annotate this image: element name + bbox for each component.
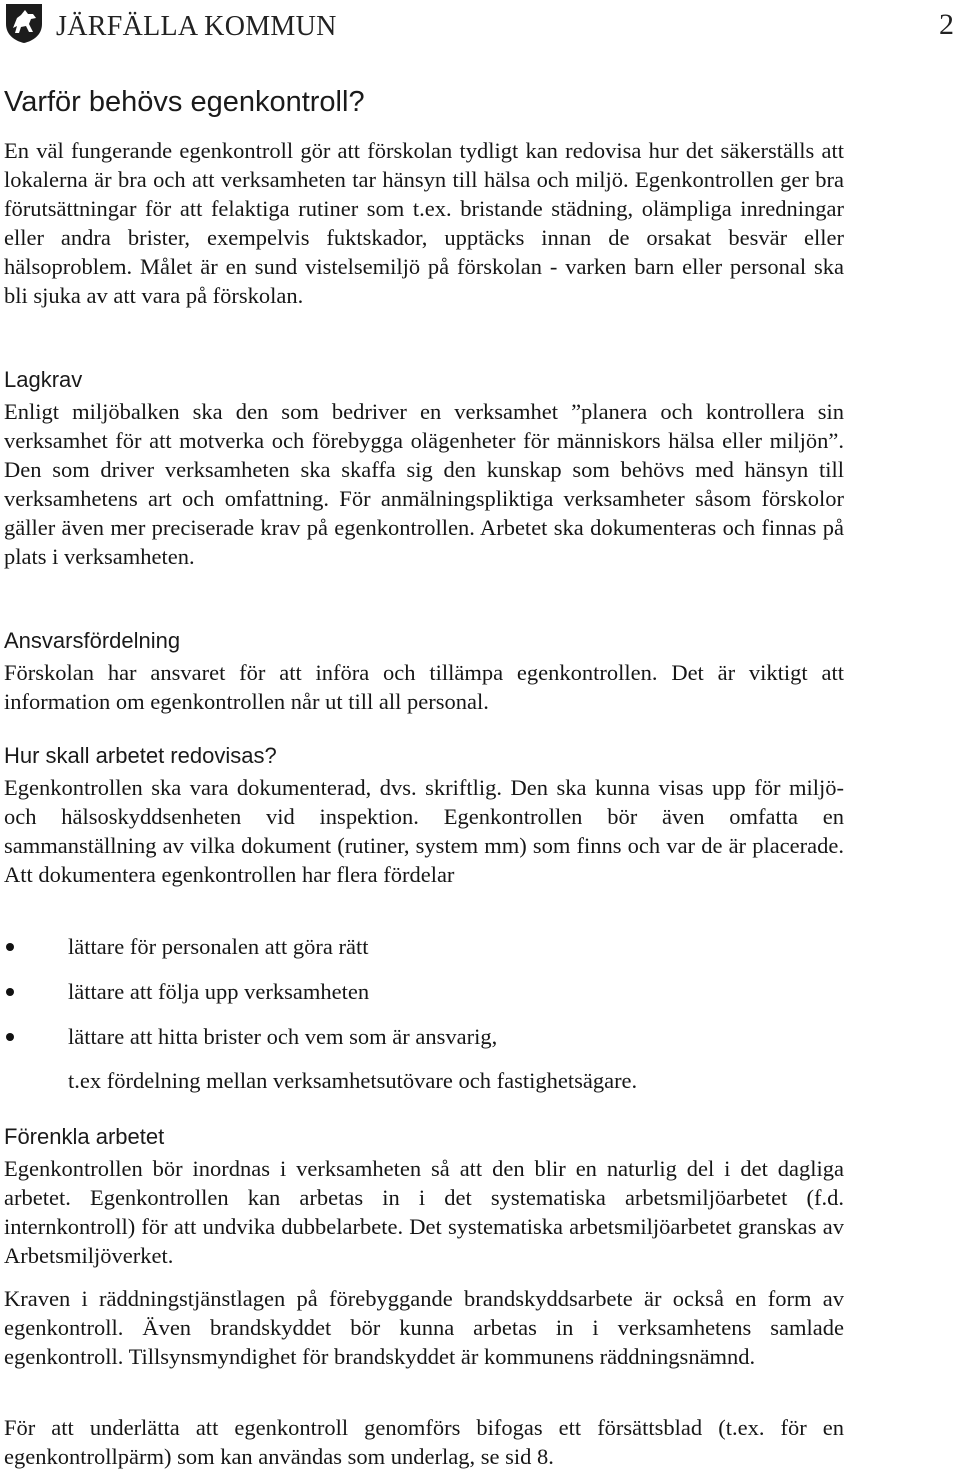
paragraph-how-to-report: Egenkontrollen ska vara dokumenterad, dvs. skriftlig. Den ska kunna visas upp för miljö- och hälsoskyddsenheten vid inspektion. Egenkontrollen bör även omfatta en sammanställning av vilka dokument (rutiner, system mm) som finns och var de är placerade. Att dokumentera egenkontrollen har flera fördelar	[4, 775, 844, 887]
bullet-icon	[6, 1033, 14, 1041]
list-item: lättare att hitta brister och vem som är ansvarig,	[4, 1022, 844, 1051]
page-header	[4, 2, 954, 46]
advantages-list	[4, 932, 844, 1067]
paragraph-responsibility: Förskolan har ansvaret för att införa och tillämpa egenkontrollen. Det är viktigt att information om egenkontrollen når ut till all personal.	[4, 660, 844, 714]
municipality-name: JÄRFÄLLA KOMMUN	[56, 11, 337, 42]
paragraph-simplify-3: För att underlätta att egenkontroll genomförs bifogas ett försättsblad (t.ex. för en egenkontrollpärm) som kan användas som underlag, se sid 8.	[4, 1415, 844, 1469]
paragraph-why: En väl fungerande egenkontroll gör att förskolan tydligt kan redovisa hur det säkerställs att lokalerna är bra och att verksamheten tar hänsyn till hälsa och miljö. Egenkontrollen ger bra förutsättningar för att felaktiga rutiner som t.ex. bristande städning, olämpliga inredningar eller andra brister, exempelvis fuktskador, upptäcks innan de orsakat besvär eller hälsoproblem. Målet är en sund vistelsemiljö på förskolan - varken barn eller personal ska bli sjuka av att vara på förskolan.	[4, 138, 844, 308]
heading-why-self-monitoring: Varför behövs egenkontroll?	[4, 86, 365, 118]
heading-responsibility: Ansvarsfördelning	[4, 628, 181, 653]
paragraph-simplify-1: Egenkontrollen bör inordnas i verksamheten så att den blir en naturlig del i det dagliga arbetet. Egenkontrollen kan arbetas in i det systematiska arbetsmiljöarbetet (f.d. internkontroll) för att undvika dubbelarbete. Det systematiska arbetsmiljöarbetet granskas av Arbetsmiljöverket.	[4, 1156, 844, 1268]
heading-legal-requirements: Lagkrav	[4, 367, 83, 392]
list-item-continuation: t.ex fördelning mellan verksamhetsutövare och fastighetsägare.	[68, 1068, 638, 1093]
list-item: lättare för personalen att göra rätt	[4, 932, 844, 961]
paragraph-legal-requirements: Enligt miljöbalken ska den som bedriver en verksamhet ”planera och kontrollera sin verksamhet för att motverka och förebygga olägenheter för människors hälsa eller miljön”. Den som driver verksamheten ska skaffa sig den kunskap som behövs med hänsyn till verksamhetens art och omfattning. För anmälningspliktiga verksamheter såsom förskolor gäller även mer preciserade krav på egenkontrollen. Arbetet ska dokumenteras och finnas på plats i verksamheten.	[4, 399, 844, 569]
jarfalla-coat-of-arms-icon	[4, 2, 44, 44]
bullet-icon	[6, 988, 14, 996]
list-item: lättare att följa upp verksamheten	[4, 977, 844, 1006]
page-number: 2	[939, 8, 954, 41]
heading-simplify-work: Förenkla arbetet	[4, 1124, 165, 1149]
heading-how-to-report: Hur skall arbetet redovisas?	[4, 743, 277, 768]
paragraph-simplify-2: Kraven i räddningstjänstlagen på förebyggande brandskyddsarbete är också en form av egenkontroll. Även brandskyddet bör kunna arbetas in i verksamhetens samlade egenkontroll. Tillsynsmyndighet för brandskyddet är kommunens räddningsnämnd.	[4, 1286, 844, 1369]
bullet-icon	[6, 943, 14, 951]
